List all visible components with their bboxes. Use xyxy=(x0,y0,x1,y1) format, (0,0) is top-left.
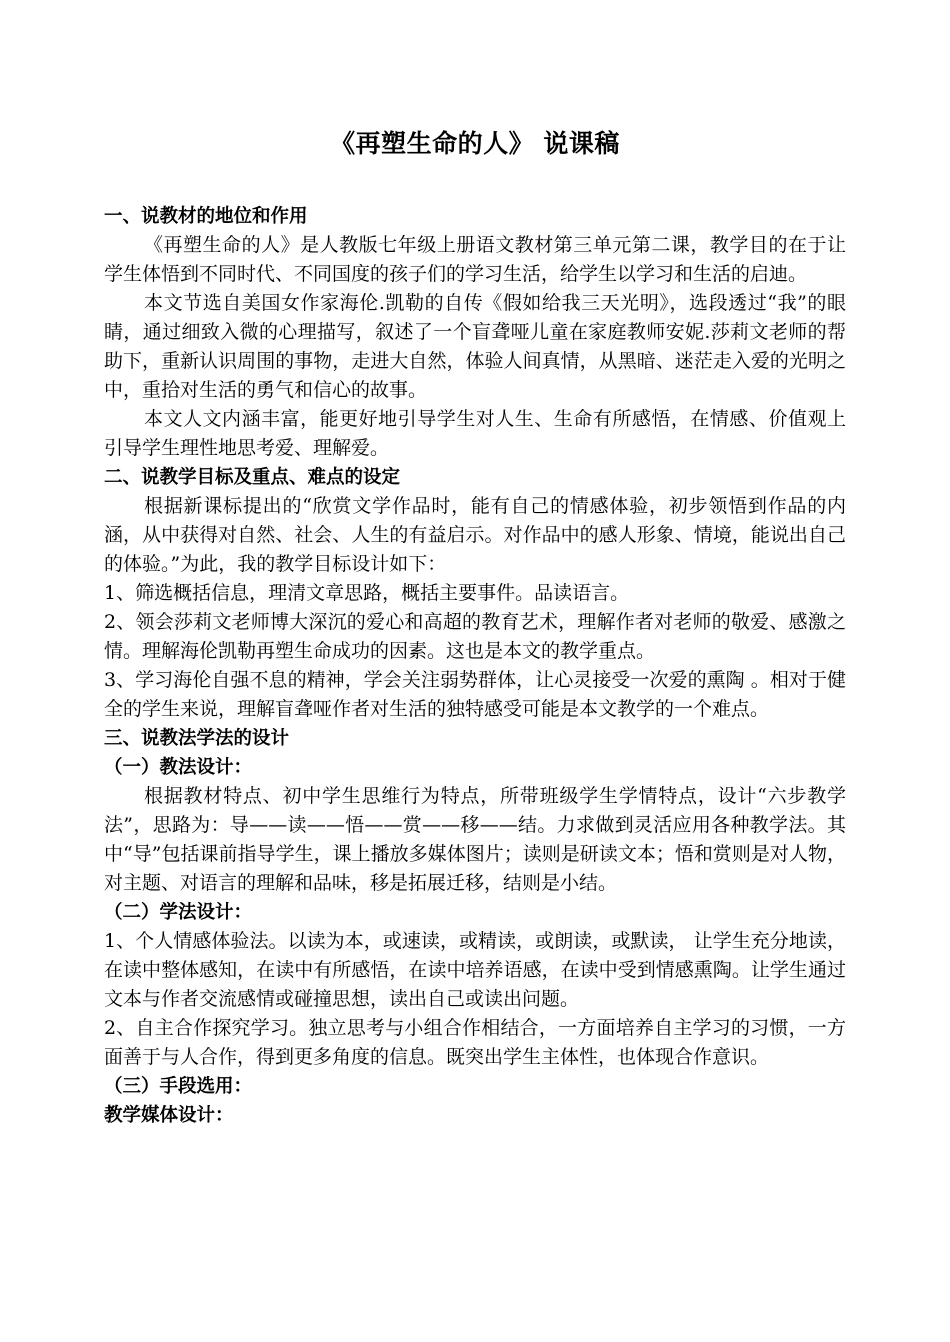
paragraph: 本文人文内涵丰富，能更好地引导学生对人生、生命有所感悟，在情感、价值观上引导学生理性地思考爱、理解爱。 xyxy=(104,408,846,459)
list-item: 1、个人情感体验法。以读为本，或速读，或精读，或朗读，或默读， 让学生充分地读，在读中整体感知，在读中有所感悟，在读中培养语感，在读中受到情感熏陶。让学生通过文本与作者交流感情或碰撞思想，读出自己或读出问题。 xyxy=(104,930,846,1010)
subsection-heading-1: （一）教法设计： xyxy=(104,757,253,778)
paragraph: 本文节选自美国女作家海伦.凯勒的自传《假如给我三天光明》，选段透过“我”的眼睛，通过细致入微的心理描写，叙述了一个盲聋哑儿童在家庭教师安妮.莎莉文老师的帮助下，重新认识周围的事物，走进大自然，体验人间真情，从黑暗、迷茫走入爱的光明之中，重拾对生活的勇气和信心的故事。 xyxy=(104,292,846,401)
list-item: 1、筛选概括信息，理清文章思路，概括主要事件。品读语言。 xyxy=(104,582,630,604)
media-design-label: 教学媒体设计： xyxy=(104,1105,234,1126)
subsection-heading-3: （三）手段选用： xyxy=(104,1076,253,1097)
paragraph: 根据新课标提出的“欣赏文学作品时，能有自己的情感体验，初步领悟到作品的内涵，从中获得对自然、社会、人生的有益启示。对作品中的感人形象、情境，能说出自己的体验。”为此，我的教学目标设计如下： xyxy=(104,495,846,575)
section-heading-1: 一、说教材的地位和作用 xyxy=(104,206,308,227)
document-title: 《再塑生命的人》 说课稿 xyxy=(330,129,620,158)
paragraph: 《再塑生命的人》是人教版七年级上册语文教材第三单元第二课，教学目的在于让学生体悟到不同时代、不同国度的孩子们的学习生活，给学生以学习和生活的启迪。 xyxy=(104,234,846,285)
list-item: 3、学习海伦自强不息的精神，学会关注弱势群体，让心灵接受一次爱的熏陶 。相对于健全的学生来说，理解盲聋哑作者对生活的独特感受可能是本文教学的一个难点。 xyxy=(104,669,846,720)
list-item: 2、领会莎莉文老师博大深沉的爱心和高超的教育艺术，理解作者对老师的敬爱、感激之情。理解海伦凯勒再塑生命成功的因素。这也是本文的教学重点。 xyxy=(104,611,846,662)
subsection-heading-2: （二）学法设计： xyxy=(104,902,253,923)
paragraph: 根据教材特点、初中学生思维行为特点，所带班级学生学情特点，设计“六步教学法”，思路为：导——读——悟——赏——移——结。力求做到灵活应用各种教学法。其中“导”包括课前指导学生，课上播放多媒体图片；读则是研读文本；悟和赏则是对人物，对主题、对语言的理解和品味，移是拓展迁移，结则是小结。 xyxy=(104,785,846,894)
document-body xyxy=(104,202,846,1130)
section-heading-2: 二、说教学目标及重点、难点的设定 xyxy=(104,467,401,488)
section-heading-3: 三、说教法学法的设计 xyxy=(104,728,290,749)
list-item: 2、自主合作探究学习。独立思考与小组合作相结合，一方面培养自主学习的习惯，一方面善于与人合作，得到更多角度的信息。既突出学生主体性，也体现合作意识。 xyxy=(104,1017,846,1068)
